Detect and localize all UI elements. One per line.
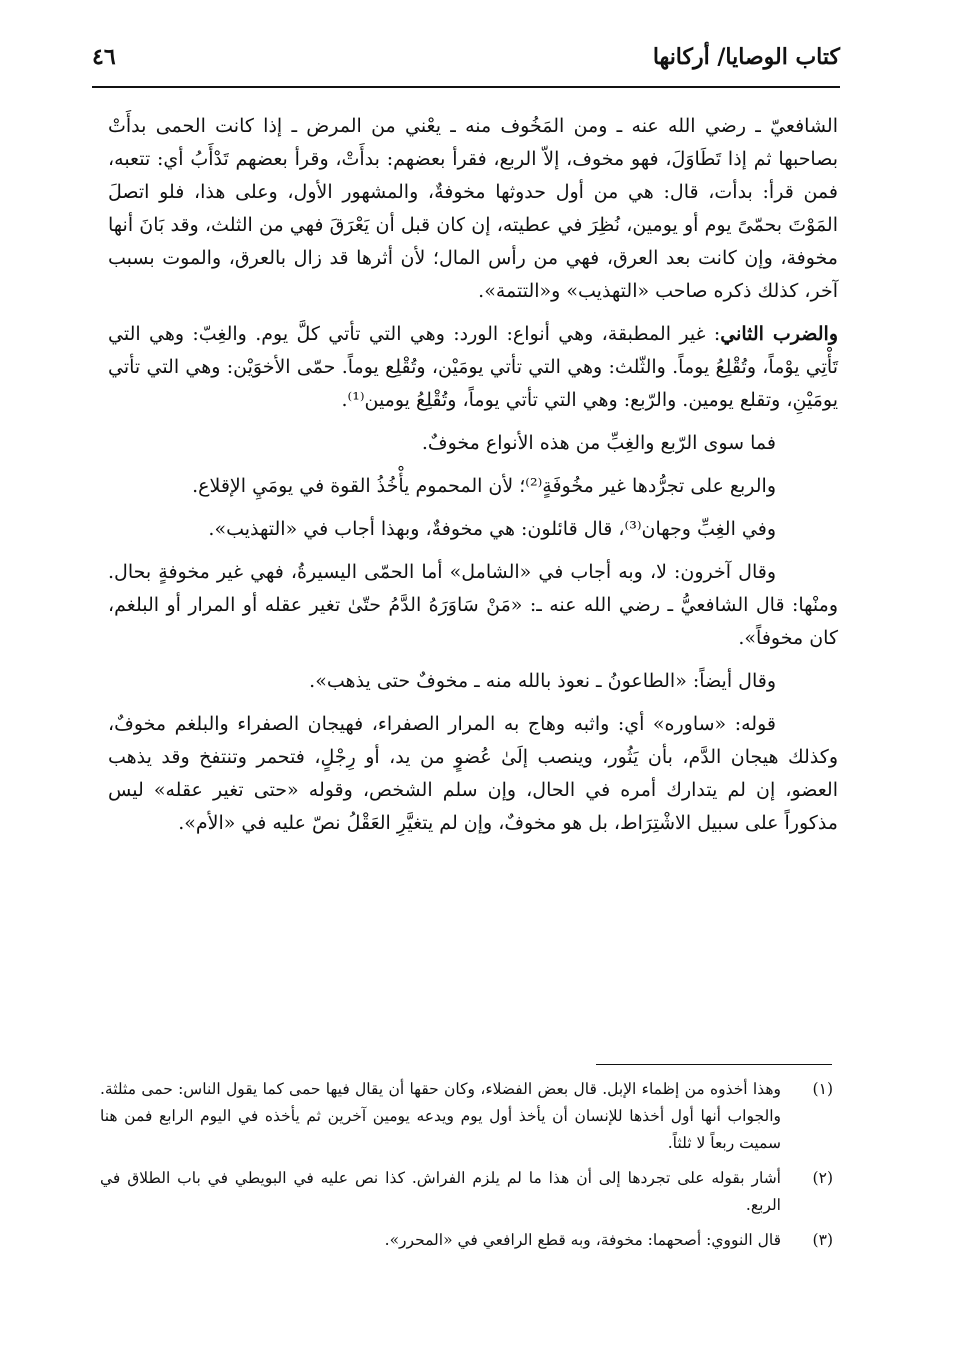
footnote-number: (٣) xyxy=(812,1231,833,1249)
paragraph-8: قوله: «ساوره» أي: واثبه وهاج به المرار الصفراء، فهيجان الصفراء والبلغم مخوفٌ، وكذلك هيجان الدَّم، بأن يَثُور، وينصب إلَىٰ عُضوٍ من يد، أو رِجْلٍ، فتحمر وتنتفخ وقد يذهب العضو، إن لم يتدارك أمره في الحال، وإن سلم الشخص، وقوله «حتى تغير عقله» ليس مذكوراً على سبيل الاشْتِرَاط، بل هو مخوفٌ، وإن لم يتغيَّرِ العَقْلُ نصّ عليه في «الأم». xyxy=(108,713,838,834)
footnote-text: وهذا أخذوه من إظماء الإبل. قال بعض الفضلاء، وكان حقها أن يقال فيها حمى كما يقول الناس: حمى مثلثة. والجواب أنها أول أخذها للإنسان أن يأخذ أول يوم ويدعه يومين آخرين ثم يأخذه في اليوم الرابع فمن هنا سميت ربعاً لا ثلثاً. xyxy=(100,1080,781,1152)
paragraph-1: الشافعيّ ـ رضي الله عنه ـ ومن المَخُوف منه ـ يعْني من المرض ـ إذا كانت الحمى بدأَتْ بصاحبها ثم إذا تَطَاوَلَ، فهو مخوف، إلاّ الربع، فقرأ بعضهم: بدأَتْ، وقرأ بعضهم تَدْأَبُ أي: تتعبه، فمن قرأ: بدأت، قال: هي من أول حدوثها مخوفةٌ، والمشهور الأول، وعلى هذا، فلو اتصلَ المَوْتَ بحمّىً يوم أو يومين، نُظِرَ في عطيته، إن كان قبل أن يَعْرَقَ فهي من الثلث، وقد بَانَ أنها مخوفة، وإن كانت بعد العرق، فهي من رأس المال؛ لأن أثرها قد زال بالعرق، والموت بسبب آخر، كذلك ذكره صاحب «التهذيب» و«التتمة». xyxy=(108,115,838,302)
page-header xyxy=(92,44,840,88)
paragraph-7: وقال أيضاً: «الطاعونُ ـ نعوذ بالله منه ـ مخوفٌ حتى يذهب». xyxy=(309,670,776,692)
footnote-text: قال النووي: أصحهما: مخوفة، وبه قطع الرافعي في «المحرر». xyxy=(384,1231,781,1249)
running-title: كتاب الوصايا/ أركانها xyxy=(652,44,840,70)
footnote-text: أشار بقوله على تجردها إلى أن هذا ما لم يلزم الفراش. كذا نص عليه في البويطي في باب الطلاق في الربع. xyxy=(100,1169,781,1214)
footnote-divider xyxy=(596,1064,832,1065)
paragraph-5: وفي الغِبِّ وجهان⁽³⁾، قال قائلون: هي مخوفةٌ، وبهذا أجاب في «التهذيب». xyxy=(208,518,776,540)
section-heading: والضرب الثاني xyxy=(720,323,838,345)
header-divider xyxy=(92,86,840,88)
footnote-number: (١) xyxy=(812,1080,833,1098)
footnote-number: (٢) xyxy=(812,1169,833,1187)
footnote xyxy=(100,1165,835,1219)
main-text xyxy=(108,110,838,850)
paragraph-6: وقال آخرون: لا، وبه أجاب في «الشامل» أما الحمّى اليسيرةُ، فهي غير مخوفةٍ بحال. ومنْها: قال الشافعيُّ ـ رضي الله عنه ـ: «مَنْ سَاوَرَهُ الدَّمُ حتّىٰ تغير عقله أو المرار أو البلغم، كان مخوفاً». xyxy=(108,561,838,649)
paragraph-3: فما سوى الرّبع والغِبِّ من هذه الأنواع مخوفٌ. xyxy=(421,432,776,454)
page-number: ٤٦ xyxy=(92,44,116,70)
footnotes xyxy=(100,1076,835,1262)
paragraph-2 xyxy=(108,318,838,417)
paragraph-2-text: : غير المطبقة، وهي أنواع: الورد: وهي التي تأتي كلَّ يوم. والغِبّ: وهي التي تَأْتِي يوْماً، وتُقْلِعُ يوماً. والثّلث: وهي التي تأتي يومَيْن، وتُقْلِع يوماً. حمّى الأخوَيْن: وهي التي تأتي يومَيْنِ، وتقلع يومين. والرّبع: وهي التي تأتي يوماً، وتُقْلِعُ يومين⁽¹⁾. xyxy=(108,323,838,411)
paragraph-4: والربع على تجرُّدها غير مخُوفَةٍ⁽²⁾؛ لأن المحموم يأْخُذُ القوة في يومَيِ الإقلاع. xyxy=(192,475,776,497)
footnote xyxy=(100,1227,835,1254)
footnote xyxy=(100,1076,835,1157)
